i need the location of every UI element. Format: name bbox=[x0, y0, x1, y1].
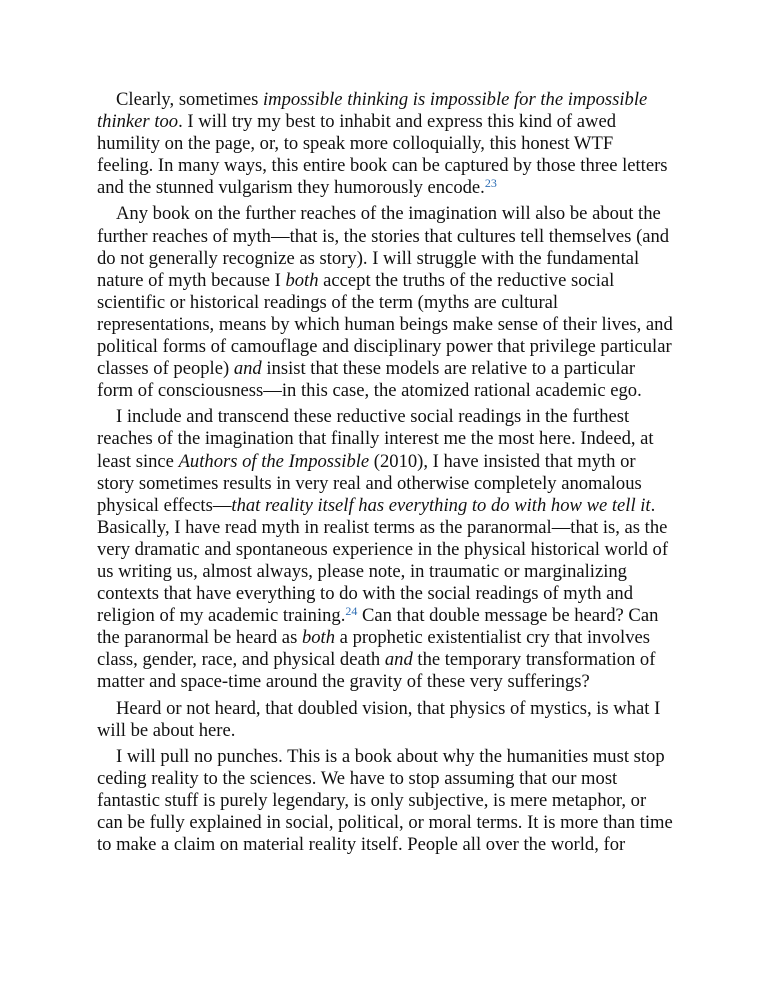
text-run: Heard or not heard, that doubled vision, that physics of mystics, is what I will be about here. bbox=[97, 697, 661, 741]
footnote-ref-24[interactable]: 24 bbox=[345, 604, 358, 619]
text-run: . Basically, I have read myth in realist terms as the paranormal—that is, as the very dramatic and spontaneous experience in the physical historical world of us writing us, almost always, please note, in traumatic or marginalizing contexts that have everything to do with the social readings of myth and religion of my academic training. bbox=[97, 494, 669, 627]
paragraph-5 bbox=[97, 746, 674, 856]
italic-run: impossible thinking is impossible for the impossible thinker too bbox=[97, 89, 648, 133]
text-run: insist that these models are relative to a particular form of consciousness—in this case, the atomized rational academic ego. bbox=[97, 358, 642, 402]
paragraph-3 bbox=[97, 406, 674, 693]
footnote-ref-23[interactable]: 23 bbox=[484, 176, 497, 191]
text-run: Clearly, sometimes bbox=[116, 89, 263, 110]
book-title: Authors of the Impossible bbox=[178, 450, 370, 472]
paragraph-4 bbox=[97, 698, 674, 742]
text-run: (2010), I have insisted that myth or story sometimes results in very real and otherwise completely anomalous physical effects— bbox=[97, 450, 642, 516]
paragraph-2 bbox=[97, 203, 674, 402]
paragraph-1 bbox=[97, 89, 674, 199]
italic-run: both bbox=[301, 627, 336, 649]
italic-run: both bbox=[285, 269, 319, 291]
text-run: . I will try my best to inhabit and express this kind of awed humility on the page, or, to speak more colloquially, this honest WTF feeling. In many ways, this entire book can be captured by those three letters and the stunned vulgarism they humorously encode. bbox=[97, 111, 668, 199]
text-run: a prophetic existentialist cry that involves class, gender, race, and physical death bbox=[97, 627, 650, 671]
text-run: I will pull no punches. This is a book about why the humanities must stop ceding reality to the sciences. We have to stop assuming that our most fantastic stuff is purely legendary, is only subjective, is mere metaphor, or can be fully explained in social, political, or moral terms. It is more than time to make a claim on material reality itself. People all over the world, for bbox=[97, 745, 673, 856]
text-run: the temporary transformation of matter and space-time around the gravity of these very sufferings? bbox=[97, 649, 656, 693]
text-run: Can that double message be heard? Can the paranormal be heard as bbox=[97, 605, 659, 649]
text-run: I include and transcend these reductive social readings in the furthest reaches of the imagination that finally interest me the most here. Indeed, at least since bbox=[97, 406, 654, 472]
italic-run: that reality itself has everything to do with how we tell it bbox=[231, 494, 651, 516]
italic-run: and bbox=[384, 649, 413, 671]
italic-run: and bbox=[233, 358, 262, 380]
text-run: accept the truths of the reductive social scientific or historical readings of the term (myths are cultural representations, means by which human beings make sense of their lives, and political forms of camouflage and disciplinary power that privilege particular classes of people) bbox=[97, 269, 673, 380]
text-run: Any book on the further reaches of the imagination will also be about the further reaches of myth—that is, the stories that cultures tell themselves (and do not generally recognize as story). I will struggle with the fundamental nature of myth because I bbox=[97, 203, 670, 291]
